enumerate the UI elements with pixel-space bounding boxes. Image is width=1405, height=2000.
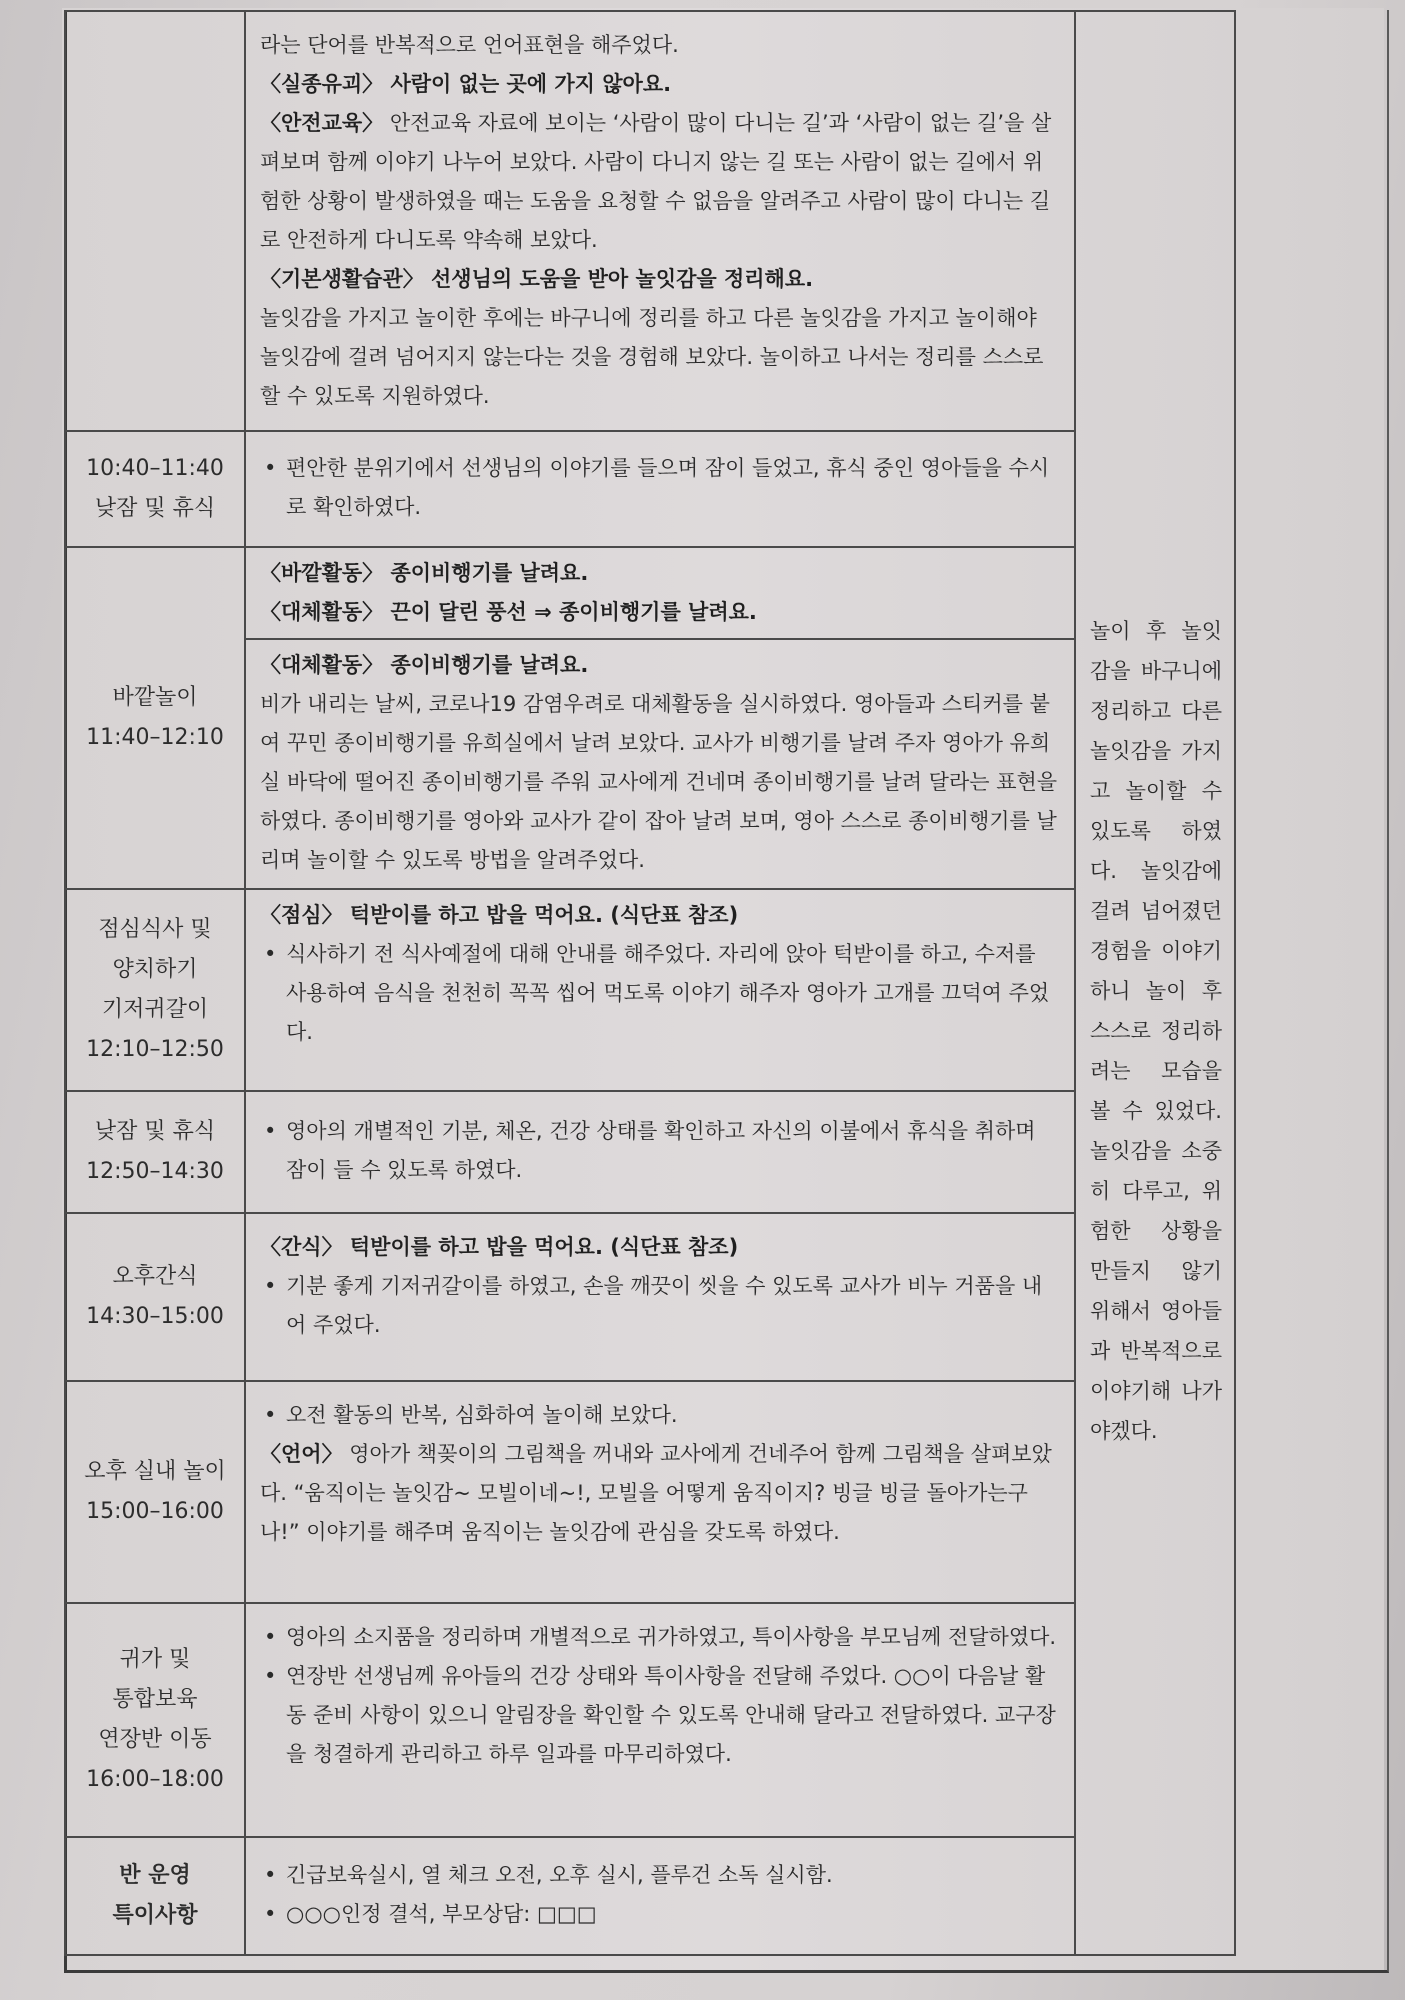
bullet-text: 기분 좋게 기저귀갈이를 하였고, 손을 깨끗이 씻을 수 있도록 교사가 비누 거품을 내어 주었다. bbox=[286, 1274, 1043, 1337]
table-row bbox=[65, 1213, 1235, 1381]
paragraph bbox=[260, 104, 1058, 260]
daily-log-table bbox=[64, 10, 1236, 1956]
time-label: 귀가 및 bbox=[119, 1647, 191, 1672]
time-label: 15:00–16:00 bbox=[86, 1499, 224, 1524]
time-cell bbox=[65, 1603, 245, 1837]
activity-label: 〈언어〉 bbox=[260, 1442, 343, 1466]
activity-heading: 〈바깥활동〉 종이비행기를 날려요. bbox=[260, 561, 589, 585]
bullet-text: 긴급보육실시, 열 체크 오전, 오후 실시, 플루건 소독 실시함. bbox=[286, 1863, 833, 1887]
time-label: 12:10–12:50 bbox=[86, 1037, 224, 1062]
evaluation-text: 놀이 후 놀잇감을 바구니에 정리하고 다른 놀잇감을 가지고 놀이할 수 있도록 하였다. 놀잇감에 걸려 넘어졌던 경험을 이야기하니 놀이 후 스스로 정리하려는 모습을 볼 수 있었다. 놀잇감을 소중히 다루고, 위험한 상황을 만들지 않기 위해서 영아들과 반복적으로 이야기해 나가야겠다. bbox=[1090, 619, 1222, 1443]
bullet-text: ○○○인정 결석, 부모상담: □□□ bbox=[286, 1902, 597, 1926]
time-label: 16:00–18:00 bbox=[86, 1767, 224, 1792]
activity-text: 안전교육 자료에 보이는 ‘사람이 많이 다니는 길’과 ‘사람이 없는 길’을 살펴보며 함께 이야기 나누어 보았다. 사람이 다니지 않는 길 또는 사람이 없는 길에서 위험한 상황이 발생하였을 때는 도움을 요청할 수 없음을 알려주고 사람이 많이 다니는 길로 안전하게 다니도록 약속해 보았다. bbox=[260, 111, 1052, 252]
activity-heading: 〈실종유괴〉 사람이 없는 곳에 가지 않아요. bbox=[260, 72, 672, 96]
activity-heading: 〈간식〉 턱받이를 하고 밥을 먹어요. (식단표 참조) bbox=[260, 1235, 739, 1259]
table-row bbox=[65, 1091, 1235, 1213]
time-cell bbox=[65, 1381, 245, 1603]
bullet-text: 영아의 소지품을 정리하며 개별적으로 귀가하였고, 특이사항을 부모님께 전달하였다. bbox=[286, 1625, 1057, 1649]
bullet-item: • 기분 좋게 기저귀갈이를 하였고, 손을 깨끗이 씻을 수 있도록 교사가 비누 거품을 내어 주었다. bbox=[264, 1274, 1043, 1337]
activity-cell bbox=[245, 1381, 1075, 1603]
paragraph: 라는 단어를 반복적으로 언어표현을 해주었다. bbox=[260, 33, 679, 57]
table-row bbox=[65, 889, 1235, 1091]
bullet-item: • 식사하기 전 식사예절에 대해 안내를 해주었다. 자리에 앉아 턱받이를 하고, 수저를 사용하여 음식을 천천히 꼭꼭 씹어 먹도록 이야기 해주자 영아가 고개를 끄덕여 주었다. bbox=[264, 942, 1050, 1044]
time-label: 연장반 이동 bbox=[98, 1727, 212, 1752]
table-row bbox=[65, 1603, 1235, 1837]
note-cell-blank bbox=[1075, 11, 1235, 431]
time-label: 10:40–11:40 bbox=[86, 456, 224, 481]
time-label: 통합보육 bbox=[112, 1687, 198, 1712]
activity-cell bbox=[245, 1213, 1075, 1381]
table-row bbox=[65, 1381, 1235, 1603]
bullet-item: • ○○○인정 결석, 부모상담: □□□ bbox=[264, 1902, 597, 1926]
table-row bbox=[65, 431, 1235, 547]
time-label: 기저귀갈이 bbox=[101, 997, 209, 1022]
bullet-text: 편안한 분위기에서 선생님의 이야기를 들으며 잠이 들었고, 휴식 중인 영아들을 수시로 확인하였다. bbox=[286, 456, 1050, 519]
time-cell bbox=[65, 1837, 245, 1955]
activity-heading: 〈대체활동〉 종이비행기를 날려요. bbox=[260, 653, 589, 677]
activity-subsection bbox=[246, 638, 1074, 880]
paragraph bbox=[260, 1435, 1058, 1552]
time-label: 바깥놀이 bbox=[112, 685, 198, 710]
bullet-text: 식사하기 전 식사예절에 대해 안내를 해주었다. 자리에 앉아 턱받이를 하고, 수저를 사용하여 음식을 천천히 꼭꼭 씹어 먹도록 이야기 해주자 영아가 고개를 끄덕여 주었다. bbox=[286, 942, 1050, 1044]
activity-cell bbox=[245, 547, 1075, 889]
activity-label: 〈안전교육〉 bbox=[260, 111, 384, 135]
bullet-item: • 연장반 선생님께 유아들의 건강 상태와 특이사항을 전달해 주었다. ○○이 다음날 활동 준비 사항이 있으니 알림장을 확인할 수 있도록 안내해 달라고 전달하였다. 교구장을 청결하게 관리하고 하루 일과를 마무리하였다. bbox=[264, 1664, 1056, 1766]
time-label: 11:40–12:10 bbox=[86, 725, 224, 750]
activity-cell bbox=[245, 889, 1075, 1091]
time-label: 오후 실내 놀이 bbox=[84, 1459, 226, 1484]
activity-cell bbox=[245, 431, 1075, 547]
time-cell bbox=[65, 1213, 245, 1381]
bullet-item: • 영아의 소지품을 정리하며 개별적으로 귀가하였고, 특이사항을 부모님께 전달하였다. bbox=[264, 1625, 1057, 1649]
note-cell-blank bbox=[1075, 431, 1235, 547]
time-label: 낮잠 및 휴식 bbox=[94, 1119, 216, 1144]
time-cell-empty bbox=[65, 11, 245, 431]
time-label: 오후간식 bbox=[112, 1264, 198, 1289]
time-cell bbox=[65, 431, 245, 547]
time-label: 양치하기 bbox=[112, 957, 198, 982]
activity-cell bbox=[245, 1603, 1075, 1837]
table-row bbox=[65, 547, 1235, 889]
teacher-evaluation-cell bbox=[1075, 547, 1235, 1955]
activity-heading: 〈기본생활습관〉 선생님의 도움을 받아 놀잇감을 정리해요. bbox=[260, 267, 814, 291]
bullet-item: • 영아의 개별적인 기분, 체온, 건강 상태를 확인하고 자신의 이불에서 휴식을 취하며 잠이 들 수 있도록 하였다. bbox=[264, 1119, 1036, 1182]
activity-cell bbox=[245, 1091, 1075, 1213]
time-cell bbox=[65, 547, 245, 889]
activity-text: 영아가 책꽂이의 그림책을 꺼내와 교사에게 건네주어 함께 그림책을 살펴보았다. “움직이는 놀잇감~ 모빌이네~!, 모빌을 어떻게 움직이지? 빙글 빙글 돌아가는구나!” 이야기를 해주며 움직이는 놀잇감에 관심을 갖도록 하였다. bbox=[260, 1442, 1052, 1544]
activity-text: 비가 내리는 날씨, 코로나19 감염우려로 대체활동을 실시하였다. 영아들과 스티커를 붙여 꾸민 종이비행기를 유희실에서 날려 보았다. 교사가 비행기를 날려 주자 영아가 유희실 바닥에 떨어진 종이비행기를 주워 교사에게 건네며 종이비행기를 날려 달라는 표현을 하였다. 종이비행기를 영아와 교사가 같이 잡아 날려 보며, 영아 스스로 종이비행기를 날리며 놀이할 수 있도록 방법을 알려주었다. bbox=[260, 692, 1058, 872]
bullet-text: 영아의 개별적인 기분, 체온, 건강 상태를 확인하고 자신의 이불에서 휴식을 취하며 잠이 들 수 있도록 하였다. bbox=[286, 1119, 1036, 1182]
bullet-text: 오전 활동의 반복, 심화하여 놀이해 보았다. bbox=[286, 1403, 678, 1427]
activity-heading: 〈점심〉 턱받이를 하고 밥을 먹어요. (식단표 참조) bbox=[260, 903, 739, 927]
time-label: 12:50–14:30 bbox=[86, 1159, 224, 1184]
special-notes-cell bbox=[245, 1837, 1075, 1955]
table-row bbox=[65, 1837, 1235, 1955]
bullet-item: • 오전 활동의 반복, 심화하여 놀이해 보았다. bbox=[264, 1403, 678, 1427]
activity-cell bbox=[245, 11, 1075, 431]
table-row bbox=[65, 11, 1235, 431]
special-notes-label: 특이사항 bbox=[112, 1903, 198, 1928]
time-label: 낮잠 및 휴식 bbox=[94, 496, 216, 521]
time-label: 점심식사 및 bbox=[98, 917, 212, 942]
time-cell bbox=[65, 889, 245, 1091]
activity-heading: 〈대체활동〉 끈이 달린 풍선 ⇒ 종이비행기를 날려요. bbox=[260, 600, 757, 624]
activity-text: 놀잇감을 가지고 놀이한 후에는 바구니에 정리를 하고 다른 놀잇감을 가지고 놀이해야 놀잇감에 걸려 넘어지지 않는다는 것을 경험해 보았다. 놀이하고 나서는 정리를 스스로 할 수 있도록 지원하였다. bbox=[260, 306, 1044, 408]
bullet-item: • 편안한 분위기에서 선생님의 이야기를 들으며 잠이 들었고, 휴식 중인 영아들을 수시로 확인하였다. bbox=[264, 456, 1050, 519]
special-notes-label: 반 운영 bbox=[119, 1863, 191, 1888]
time-label: 14:30–15:00 bbox=[86, 1304, 224, 1329]
bullet-item: • 긴급보육실시, 열 체크 오전, 오후 실시, 플루건 소독 실시함. bbox=[264, 1863, 833, 1887]
bullet-text: 연장반 선생님께 유아들의 건강 상태와 특이사항을 전달해 주었다. ○○이 다음날 활동 준비 사항이 있으니 알림장을 확인할 수 있도록 안내해 달라고 전달하였다. 교구장을 청결하게 관리하고 하루 일과를 마무리하였다. bbox=[286, 1664, 1056, 1766]
time-cell bbox=[65, 1091, 245, 1213]
